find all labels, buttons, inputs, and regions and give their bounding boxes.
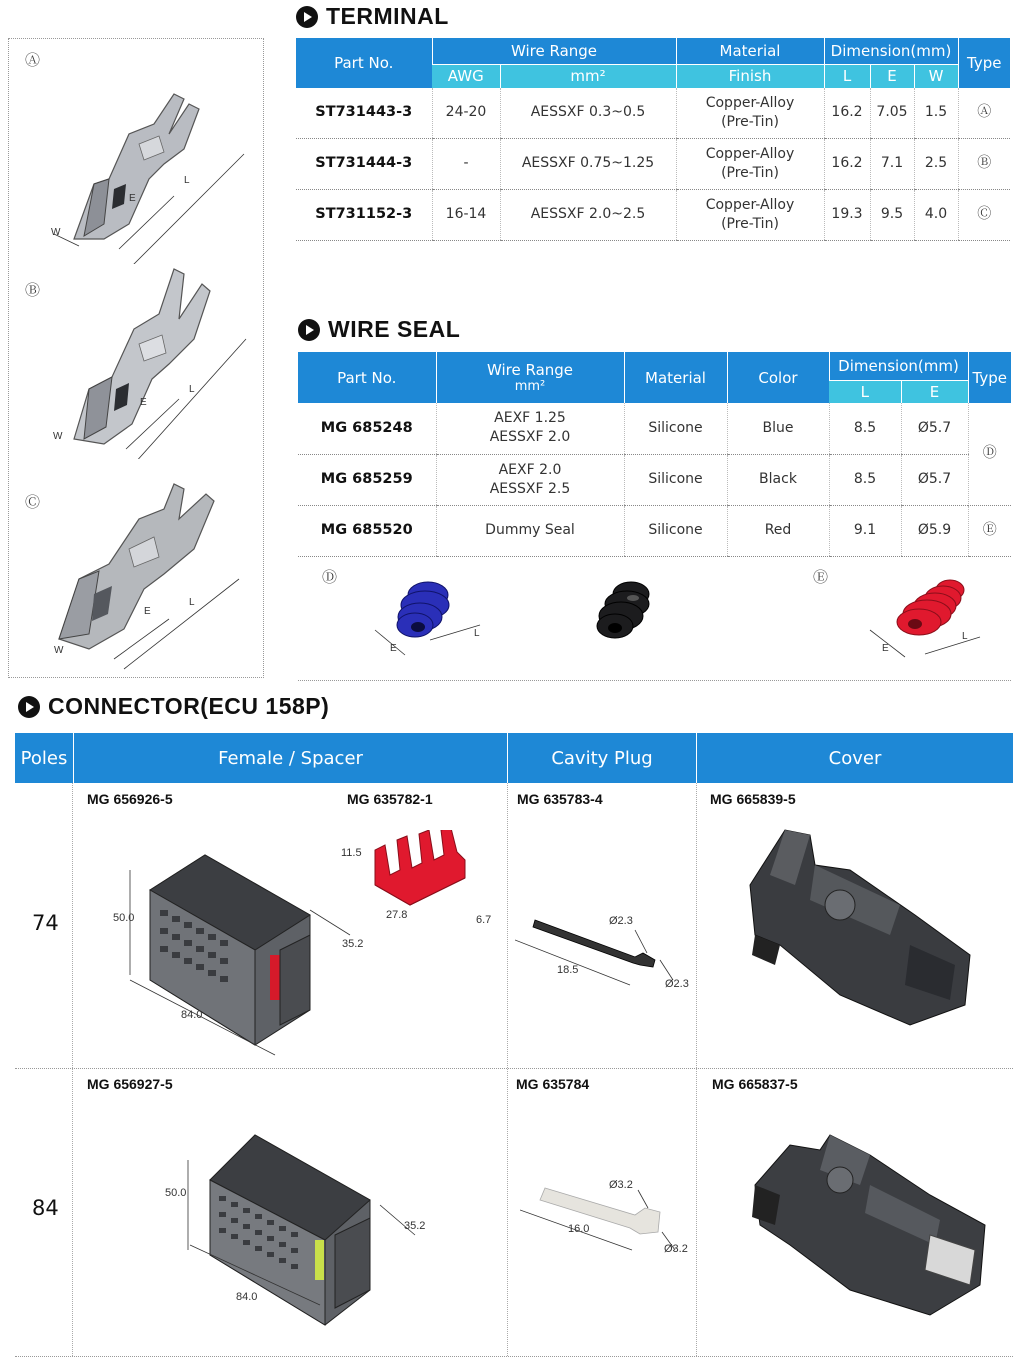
mm2-value: AESSXF 2.0~2.5 <box>500 189 676 240</box>
dim-l: 8.5 <box>829 403 901 454</box>
circle-arrow-icon <box>18 696 40 718</box>
dim-label-e: E <box>882 643 889 654</box>
dim-e: Ø5.9 <box>901 505 968 556</box>
th-cavity-plug: Cavity Plug <box>507 733 696 783</box>
th-finish: Finish <box>676 64 824 88</box>
type-value: Ⓒ <box>958 189 1010 240</box>
th-dimension: Dimension(mm) <box>824 38 958 64</box>
dim-w: 1.5 <box>914 88 958 138</box>
spacer-part-number: MG 635782-1 <box>347 791 433 807</box>
terminal-c-label: Ⓒ <box>25 493 41 511</box>
part-number: MG 685259 <box>298 454 436 505</box>
dim-plug-diameter: Ø3.2 <box>664 1243 688 1255</box>
dim-plug-diameter: Ø2.3 <box>609 915 633 927</box>
dim-label-l: L <box>962 631 968 642</box>
cavity-plug-part-number: MG 635784 <box>516 1076 590 1092</box>
dim-spacer-width: 27.8 <box>386 909 408 921</box>
cover-74-image <box>740 825 980 1035</box>
dim-spacer-height: 11.5 <box>341 847 362 859</box>
dim-label-l: L <box>189 597 195 608</box>
th-awg: AWG <box>432 64 500 88</box>
divider <box>72 783 73 1356</box>
th-cover: Cover <box>696 733 1013 783</box>
table-row <box>296 88 1010 138</box>
part-number: ST731443-3 <box>296 88 432 138</box>
dim-w: 2.5 <box>914 138 958 189</box>
material-value: Copper-Alloy <box>705 94 795 111</box>
th-type: Type <box>968 352 1011 403</box>
wire-range-cell <box>436 454 624 505</box>
th-part-no: Part No. <box>298 352 436 403</box>
poles-84: 84 <box>32 1196 59 1220</box>
wire-range-value: AEXF 1.25 <box>494 410 566 427</box>
table-row <box>296 189 1010 240</box>
th-e: E <box>901 380 968 403</box>
part-number: MG 685248 <box>298 403 436 454</box>
dim-e: 7.1 <box>870 138 914 189</box>
th-part-no: Part No. <box>296 38 432 88</box>
th-material: Material <box>624 352 727 403</box>
red-seal-image <box>855 572 985 662</box>
mm2-value: AESSXF 0.75~1.25 <box>500 138 676 189</box>
material-value: Copper-Alloy <box>705 145 795 162</box>
dim-depth: 35.2 <box>342 938 364 950</box>
th-poles: Poles <box>20 747 68 769</box>
part-number: ST731152-3 <box>296 189 432 240</box>
terminal-table <box>296 38 1010 241</box>
terminal-a-image <box>34 64 254 264</box>
th-l: L <box>824 64 870 88</box>
th-w: W <box>914 64 958 88</box>
dimension-lines-84 <box>170 1150 430 1310</box>
dim-e: 9.5 <box>870 189 914 240</box>
poles-74: 74 <box>32 911 59 935</box>
type-value: Ⓑ <box>958 138 1010 189</box>
wire-seal-section-title <box>298 316 460 343</box>
dim-e: Ø5.7 <box>901 454 968 505</box>
connector-section-title <box>18 693 329 720</box>
seal-d-label: Ⓓ <box>322 568 338 586</box>
dim-l: 19.3 <box>824 189 870 240</box>
dim-spacer-depth: 6.7 <box>476 914 492 926</box>
dim-label-w: W <box>54 645 64 656</box>
dim-height: 50.0 <box>113 912 135 924</box>
divider <box>15 1356 1013 1357</box>
awg-value: 24-20 <box>432 88 500 138</box>
terminal-b-image <box>34 259 254 459</box>
th-wire-range <box>436 352 624 403</box>
dim-label-e: E <box>140 397 147 408</box>
awg-value: 16-14 <box>432 189 500 240</box>
type-value: Ⓓ <box>968 403 1011 505</box>
th-mm2-label: mm² <box>514 379 546 394</box>
female-part-number: MG 656926-5 <box>87 791 173 807</box>
dim-label-l: L <box>189 384 195 395</box>
th-dimension: Dimension(mm) <box>829 352 968 380</box>
wire-range-value: AESSXF 2.5 <box>489 480 571 497</box>
table-row <box>298 505 1011 556</box>
female-part-number: MG 656927-5 <box>87 1076 173 1092</box>
dim-label-w: W <box>51 227 61 238</box>
dim-plug-diameter: Ø2.3 <box>665 978 689 990</box>
wire-seal-title: WIRE SEAL <box>328 316 461 342</box>
awg-value: - <box>432 138 500 189</box>
cover-part-number: MG 665837-5 <box>712 1076 798 1092</box>
dim-height: 50.0 <box>165 1187 187 1199</box>
dim-l: 8.5 <box>829 454 901 505</box>
dim-depth: 35.2 <box>404 1220 426 1232</box>
dim-label-e: E <box>129 193 136 204</box>
color-value: Red <box>727 505 829 556</box>
material-value: Silicone <box>624 403 727 454</box>
dim-l: 9.1 <box>829 505 901 556</box>
dim-plug-length: 16.0 <box>568 1223 590 1235</box>
dim-l: 16.2 <box>824 88 870 138</box>
dim-l: 16.2 <box>824 138 870 189</box>
finish-value: (Pre-Tin) <box>721 113 779 130</box>
terminal-title: TERMINAL <box>326 3 449 29</box>
material-cell <box>676 189 824 240</box>
wire-range-cell <box>436 403 624 454</box>
dim-width: 84.0 <box>181 1009 203 1021</box>
dimension-lines-74 <box>100 840 370 1070</box>
th-mm2: mm² <box>500 64 676 88</box>
circle-arrow-icon <box>298 319 320 341</box>
terminal-section-title <box>296 3 449 30</box>
divider <box>696 783 697 1356</box>
part-number: MG 685520 <box>298 505 436 556</box>
dim-e: Ø5.7 <box>901 403 968 454</box>
wire-range-value: AEXF 2.0 <box>498 461 562 478</box>
material-value: Copper-Alloy <box>705 196 795 213</box>
th-l: L <box>829 380 901 403</box>
th-wire-range: Wire Range <box>432 38 676 64</box>
dim-width: 84.0 <box>236 1291 258 1303</box>
dim-label-w: W <box>53 431 63 442</box>
terminal-a-label: Ⓐ <box>25 51 41 69</box>
th-wire-range-label: Wire Range <box>486 361 574 379</box>
dim-label-l: L <box>184 175 190 186</box>
color-value: Black <box>727 454 829 505</box>
connector-header <box>15 733 1013 783</box>
divider <box>507 783 508 1356</box>
divider <box>298 680 1011 681</box>
spacer-image <box>365 830 475 910</box>
type-value: Ⓔ <box>968 505 1011 556</box>
dim-label-l: L <box>474 628 480 639</box>
cavity-plug-part-number: MG 635783-4 <box>517 791 603 807</box>
color-value: Blue <box>727 403 829 454</box>
part-number: ST731444-3 <box>296 138 432 189</box>
dim-label-e: E <box>390 643 397 654</box>
dim-plug-diameter: Ø3.2 <box>609 1179 633 1191</box>
th-color: Color <box>727 352 829 403</box>
connector-title: CONNECTOR(ECU 158P) <box>48 693 330 719</box>
finish-value: (Pre-Tin) <box>721 215 779 232</box>
terminal-b-label: Ⓑ <box>25 281 41 299</box>
mm2-value: AESSXF 0.3~0.5 <box>500 88 676 138</box>
circle-arrow-icon <box>296 6 318 28</box>
wire-range-value: AESSXF 2.0 <box>489 429 571 446</box>
dim-w: 4.0 <box>914 189 958 240</box>
cover-part-number: MG 665839-5 <box>710 791 796 807</box>
th-e: E <box>870 64 914 88</box>
dim-e: 7.05 <box>870 88 914 138</box>
th-material: Material <box>676 38 824 64</box>
terminal-c-image <box>34 479 254 679</box>
wire-seal-table <box>298 352 1011 557</box>
material-value: Silicone <box>624 454 727 505</box>
terminal-images-panel <box>8 38 264 678</box>
table-row <box>296 138 1010 189</box>
table-row <box>298 454 1011 505</box>
seal-e-label: Ⓔ <box>813 568 829 586</box>
material-cell <box>676 138 824 189</box>
th-type: Type <box>958 38 1010 88</box>
wire-range-value: Dummy Seal <box>436 505 624 556</box>
material-value: Silicone <box>624 505 727 556</box>
dim-plug-length: 18.5 <box>557 964 579 976</box>
table-row <box>298 403 1011 454</box>
dim-label-e: E <box>144 606 151 617</box>
cover-84-image <box>740 1125 1000 1325</box>
material-cell <box>676 88 824 138</box>
type-value: Ⓐ <box>958 88 1010 138</box>
th-female-spacer: Female / Spacer <box>73 733 507 783</box>
black-seal-image <box>585 578 665 648</box>
finish-value: (Pre-Tin) <box>721 164 779 181</box>
